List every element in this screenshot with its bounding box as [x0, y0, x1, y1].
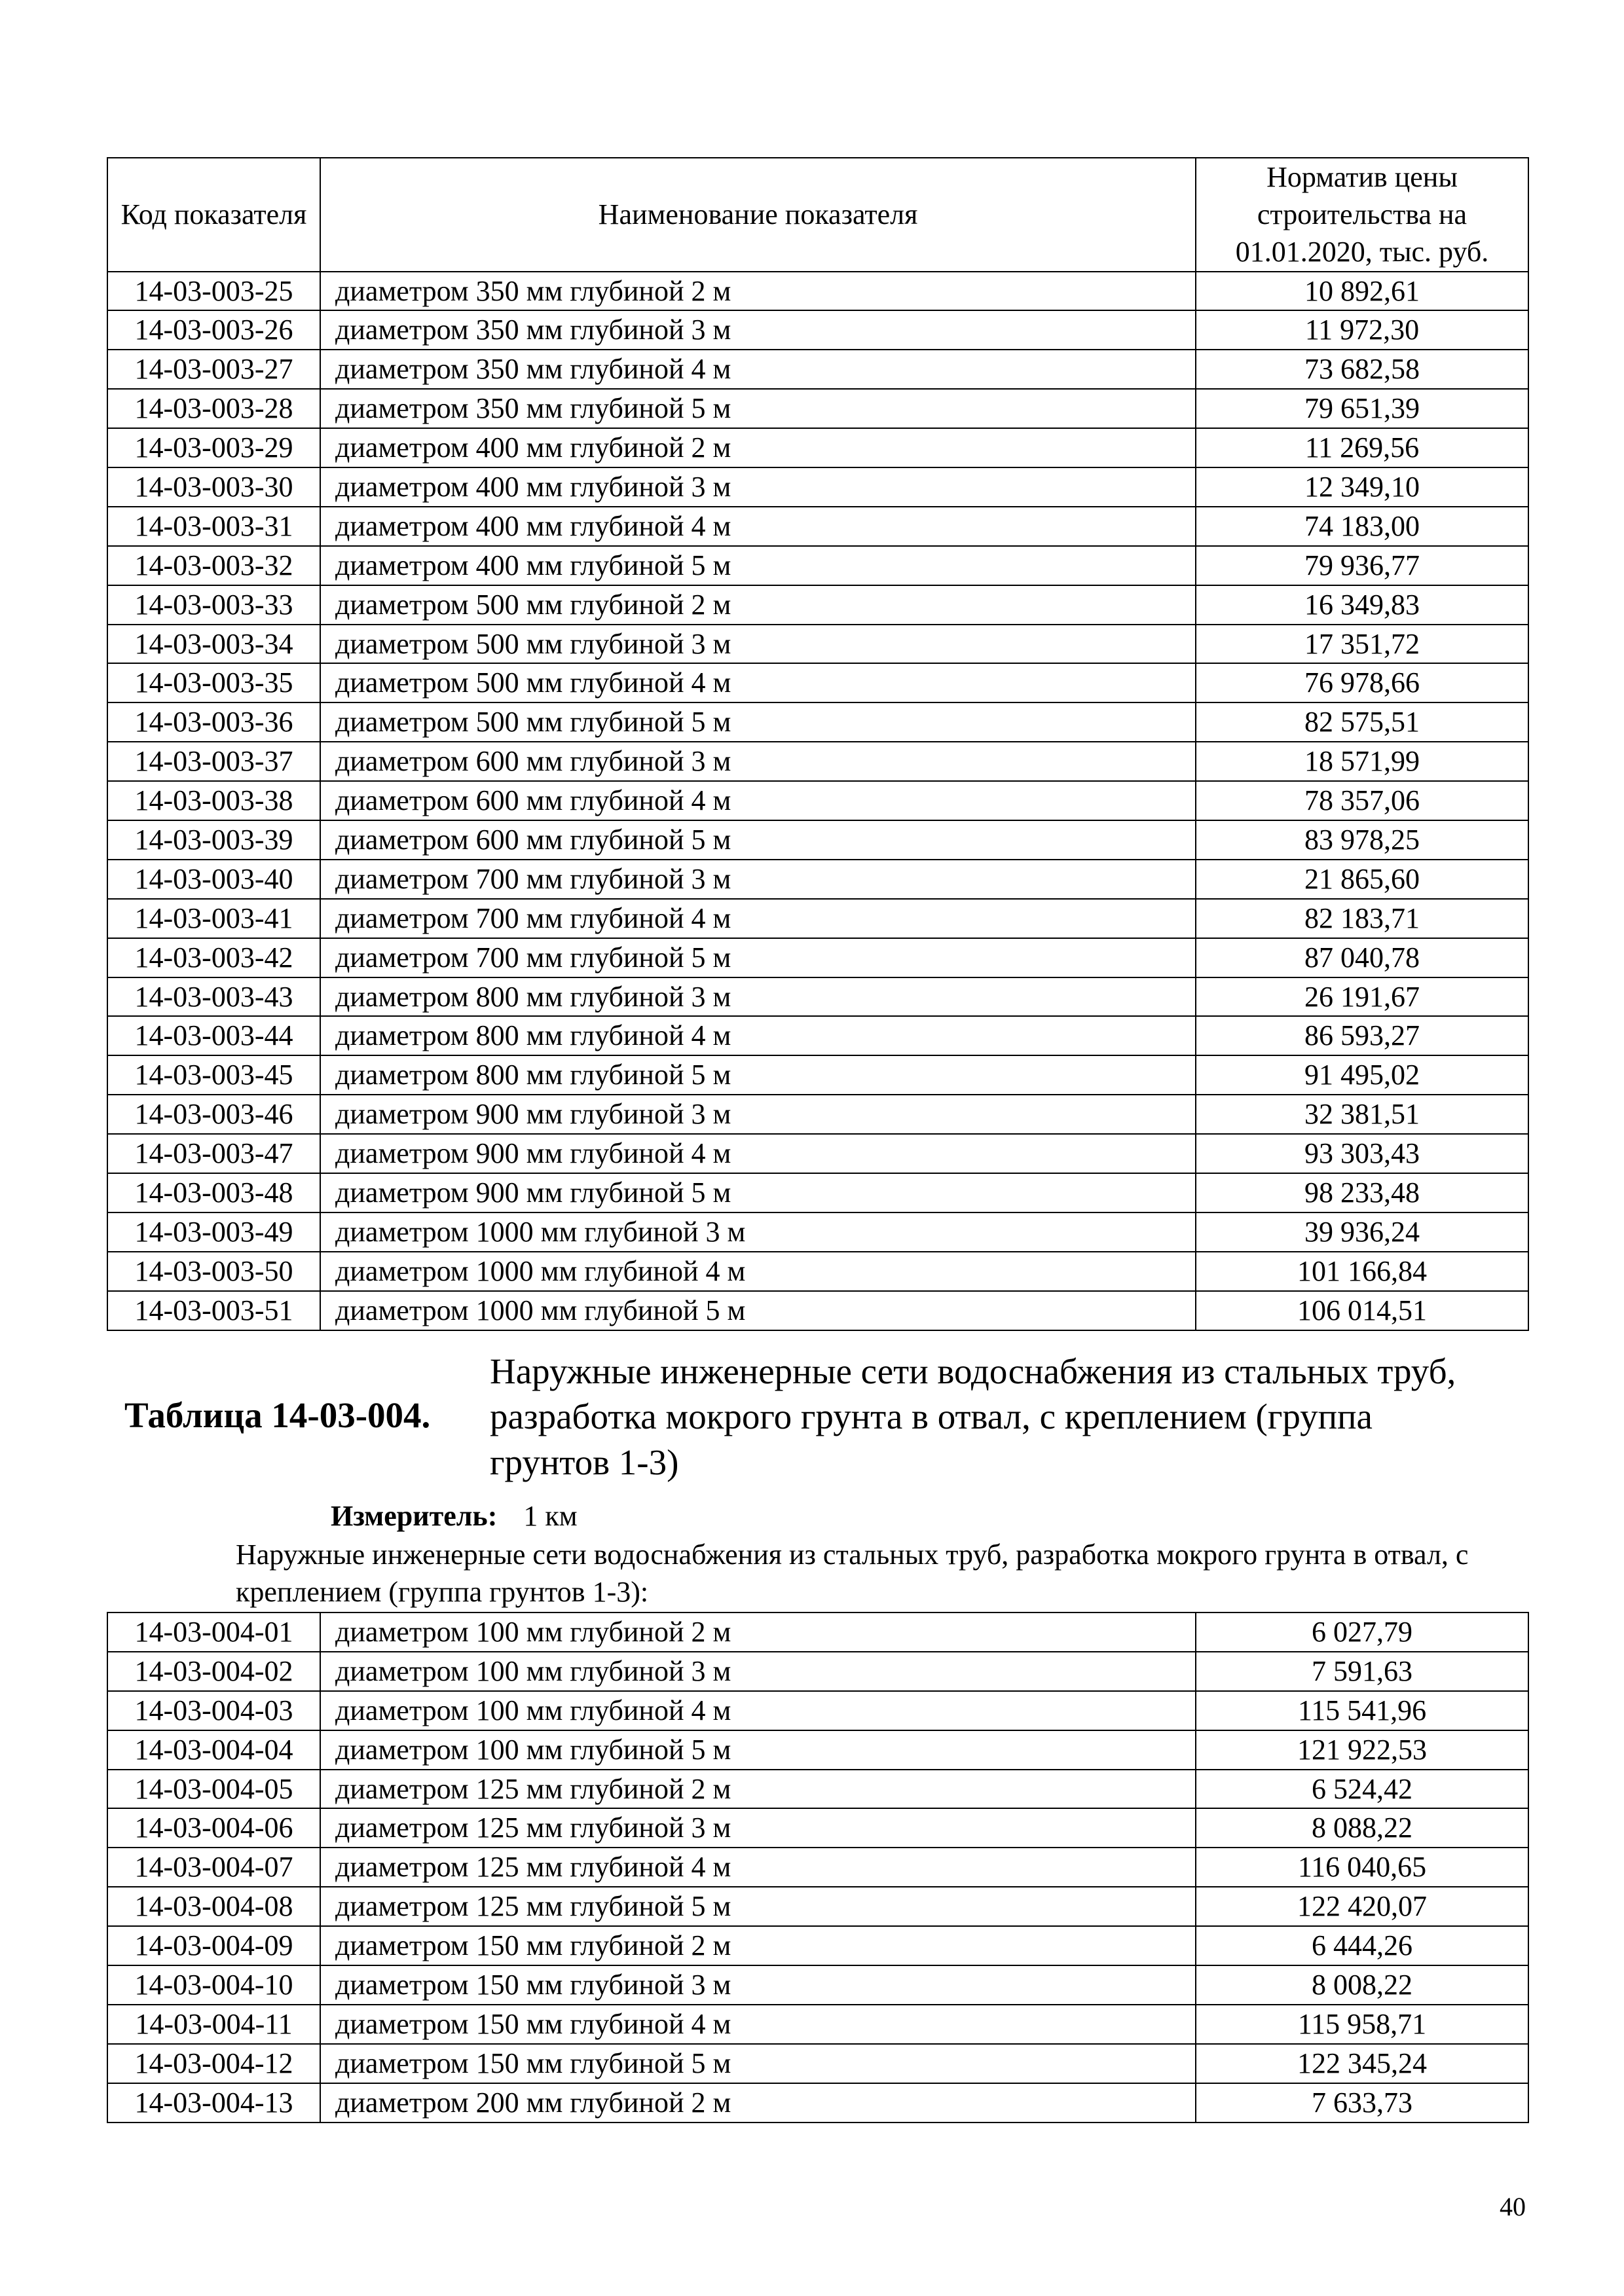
row-name: диаметром 700 мм глубиной 5 м [320, 938, 1196, 977]
table-row [107, 2044, 1528, 2083]
row-code: 14-03-004-07 [107, 1848, 320, 1887]
row-price: 32 381,51 [1196, 1095, 1528, 1134]
row-code: 14-03-004-11 [107, 2005, 320, 2044]
row-name: диаметром 600 мм глубиной 5 м [320, 820, 1196, 860]
row-name: диаметром 500 мм глубиной 4 м [320, 663, 1196, 702]
row-code: 14-03-003-37 [107, 742, 320, 781]
table-row [107, 742, 1528, 781]
row-price: 79 651,39 [1196, 389, 1528, 428]
row-code: 14-03-003-38 [107, 781, 320, 820]
table-row [107, 1134, 1528, 1173]
row-price: 121 922,53 [1196, 1730, 1528, 1770]
row-price: 106 014,51 [1196, 1291, 1528, 1330]
table-row [107, 1291, 1528, 1330]
price-table-14-03-003 [107, 157, 1529, 1331]
table-row [107, 1965, 1528, 2005]
table-row [107, 2005, 1528, 2044]
unit-line [331, 1499, 578, 1533]
row-code: 14-03-004-04 [107, 1730, 320, 1770]
table-row [107, 781, 1528, 820]
row-price: 6 444,26 [1196, 1926, 1528, 1965]
table-row [107, 1055, 1528, 1095]
row-name: диаметром 350 мм глубиной 4 м [320, 350, 1196, 389]
table-row [107, 1095, 1528, 1134]
row-code: 14-03-003-42 [107, 938, 320, 977]
table-row [107, 1848, 1528, 1887]
row-name: диаметром 1000 мм глубиной 3 м [320, 1212, 1196, 1252]
row-price: 98 233,48 [1196, 1173, 1528, 1212]
row-price: 7 591,63 [1196, 1652, 1528, 1691]
row-code: 14-03-003-40 [107, 860, 320, 899]
table-body [107, 1613, 1528, 2123]
row-name: диаметром 350 мм глубиной 5 м [320, 389, 1196, 428]
row-price: 7 633,73 [1196, 2083, 1528, 2123]
row-name: диаметром 100 мм глубиной 3 м [320, 1652, 1196, 1691]
table-header-row [107, 158, 1528, 272]
row-price: 8 008,22 [1196, 1965, 1528, 2005]
table-row [107, 507, 1528, 546]
row-code: 14-03-003-30 [107, 467, 320, 507]
row-name: диаметром 400 мм глубиной 3 м [320, 467, 1196, 507]
page-number: 40 [1500, 2192, 1526, 2221]
row-name: диаметром 400 мм глубиной 2 м [320, 428, 1196, 467]
row-name: диаметром 500 мм глубиной 2 м [320, 585, 1196, 625]
table-row [107, 1926, 1528, 1965]
row-code: 14-03-003-44 [107, 1016, 320, 1055]
row-price: 122 345,24 [1196, 2044, 1528, 2083]
row-price: 8 088,22 [1196, 1808, 1528, 1848]
row-name: диаметром 1000 мм глубиной 5 м [320, 1291, 1196, 1330]
row-code: 14-03-004-03 [107, 1691, 320, 1730]
row-name: диаметром 500 мм глубиной 3 м [320, 625, 1196, 664]
row-price: 18 571,99 [1196, 742, 1528, 781]
table-row [107, 310, 1528, 350]
table-body [107, 272, 1528, 1330]
row-name: диаметром 700 мм глубиной 3 м [320, 860, 1196, 899]
row-code: 14-03-003-45 [107, 1055, 320, 1095]
row-code: 14-03-003-33 [107, 585, 320, 625]
table-row [107, 1808, 1528, 1848]
row-code: 14-03-004-06 [107, 1808, 320, 1848]
row-code: 14-03-003-43 [107, 977, 320, 1017]
row-code: 14-03-003-50 [107, 1252, 320, 1291]
row-name: диаметром 900 мм глубиной 4 м [320, 1134, 1196, 1173]
table-row [107, 1252, 1528, 1291]
row-name: диаметром 500 мм глубиной 5 м [320, 702, 1196, 742]
row-price: 76 978,66 [1196, 663, 1528, 702]
table-row [107, 938, 1528, 977]
row-code: 14-03-004-08 [107, 1887, 320, 1926]
row-name: диаметром 800 мм глубиной 5 м [320, 1055, 1196, 1095]
row-code: 14-03-003-27 [107, 350, 320, 389]
row-code: 14-03-003-49 [107, 1212, 320, 1252]
row-code: 14-03-003-31 [107, 507, 320, 546]
row-name: диаметром 1000 мм глубиной 4 м [320, 1252, 1196, 1291]
table-row [107, 546, 1528, 585]
table-row [107, 585, 1528, 625]
row-price: 86 593,27 [1196, 1016, 1528, 1055]
unit-value: 1 км [523, 1500, 578, 1532]
row-code: 14-03-003-41 [107, 899, 320, 938]
table-row [107, 1652, 1528, 1691]
row-name: диаметром 100 мм глубиной 5 м [320, 1730, 1196, 1770]
row-code: 14-03-003-47 [107, 1134, 320, 1173]
row-code: 14-03-004-02 [107, 1652, 320, 1691]
row-price: 11 972,30 [1196, 310, 1528, 350]
row-name: диаметром 125 мм глубиной 5 м [320, 1887, 1196, 1926]
row-name: диаметром 150 мм глубиной 3 м [320, 1965, 1196, 2005]
row-price: 73 682,58 [1196, 350, 1528, 389]
table-row [107, 350, 1528, 389]
table-row [107, 860, 1528, 899]
row-price: 39 936,24 [1196, 1212, 1528, 1252]
table-row [107, 428, 1528, 467]
row-price: 78 357,06 [1196, 781, 1528, 820]
row-name: диаметром 900 мм глубиной 3 м [320, 1095, 1196, 1134]
row-price: 93 303,43 [1196, 1134, 1528, 1173]
row-price: 12 349,10 [1196, 467, 1528, 507]
row-name: диаметром 350 мм глубиной 3 м [320, 310, 1196, 350]
row-code: 14-03-003-51 [107, 1291, 320, 1330]
header-code: Код показателя [107, 158, 320, 272]
row-name: диаметром 700 мм глубиной 4 м [320, 899, 1196, 938]
row-price: 122 420,07 [1196, 1887, 1528, 1926]
row-name: диаметром 150 мм глубиной 2 м [320, 1926, 1196, 1965]
row-name: диаметром 125 мм глубиной 2 м [320, 1770, 1196, 1809]
row-code: 14-03-004-10 [107, 1965, 320, 2005]
row-code: 14-03-003-39 [107, 820, 320, 860]
table-row [107, 272, 1528, 311]
table-heading [124, 1349, 1532, 1480]
table-row [107, 389, 1528, 428]
row-price: 101 166,84 [1196, 1252, 1528, 1291]
table-row [107, 1613, 1528, 1652]
row-price: 26 191,67 [1196, 977, 1528, 1017]
row-name: диаметром 200 мм глубиной 2 м [320, 2083, 1196, 2123]
row-price: 83 978,25 [1196, 820, 1528, 860]
table-row [107, 1730, 1528, 1770]
row-name: диаметром 400 мм глубиной 4 м [320, 507, 1196, 546]
row-name: диаметром 150 мм глубиной 5 м [320, 2044, 1196, 2083]
row-price: 91 495,02 [1196, 1055, 1528, 1095]
row-price: 16 349,83 [1196, 585, 1528, 625]
row-price: 21 865,60 [1196, 860, 1528, 899]
table-row [107, 2083, 1528, 2123]
row-name: диаметром 800 мм глубиной 4 м [320, 1016, 1196, 1055]
row-name: диаметром 100 мм глубиной 2 м [320, 1613, 1196, 1652]
table-row [107, 702, 1528, 742]
row-price: 10 892,61 [1196, 272, 1528, 311]
row-code: 14-03-003-25 [107, 272, 320, 311]
table-row [107, 1691, 1528, 1730]
row-name: диаметром 350 мм глубиной 2 м [320, 272, 1196, 311]
row-code: 14-03-004-01 [107, 1613, 320, 1652]
row-code: 14-03-004-12 [107, 2044, 320, 2083]
row-name: диаметром 900 мм глубиной 5 м [320, 1173, 1196, 1212]
price-table-14-03-004 [107, 1612, 1529, 2123]
row-name: диаметром 600 мм глубиной 3 м [320, 742, 1196, 781]
row-price: 11 269,56 [1196, 428, 1528, 467]
row-price: 115 541,96 [1196, 1691, 1528, 1730]
row-code: 14-03-003-26 [107, 310, 320, 350]
row-price: 74 183,00 [1196, 507, 1528, 546]
row-name: диаметром 800 мм глубиной 3 м [320, 977, 1196, 1017]
header-name: Наименование показателя [320, 158, 1196, 272]
row-code: 14-03-003-36 [107, 702, 320, 742]
row-price: 6 027,79 [1196, 1613, 1528, 1652]
table-row [107, 977, 1528, 1017]
row-code: 14-03-003-35 [107, 663, 320, 702]
row-price: 82 183,71 [1196, 899, 1528, 938]
table-row [107, 1016, 1528, 1055]
table-row [107, 820, 1528, 860]
table-subtitle: Наружные инженерные сети водоснабжения из стальных труб, разработка мокрого грунта в отвал, с креплением (группа грунтов 1-3): [236, 1539, 1469, 1609]
row-code: 14-03-003-29 [107, 428, 320, 467]
unit-label: Измеритель: [331, 1500, 498, 1532]
header-price: Норматив цены строительства на 01.01.2020, тыс. руб. [1196, 158, 1528, 272]
table-row [107, 467, 1528, 507]
row-price: 116 040,65 [1196, 1848, 1528, 1887]
table-row [107, 1770, 1528, 1809]
table-row [107, 663, 1528, 702]
table-row [107, 899, 1528, 938]
row-code: 14-03-004-09 [107, 1926, 320, 1965]
row-name: диаметром 125 мм глубиной 4 м [320, 1848, 1196, 1887]
table-row [107, 1173, 1528, 1212]
row-name: диаметром 150 мм глубиной 4 м [320, 2005, 1196, 2044]
row-price: 82 575,51 [1196, 702, 1528, 742]
row-name: диаметром 100 мм глубиной 4 м [320, 1691, 1196, 1730]
table-row [107, 625, 1528, 664]
row-price: 17 351,72 [1196, 625, 1528, 664]
row-code: 14-03-003-28 [107, 389, 320, 428]
row-code: 14-03-004-13 [107, 2083, 320, 2123]
row-code: 14-03-003-34 [107, 625, 320, 664]
row-name: диаметром 125 мм глубиной 3 м [320, 1808, 1196, 1848]
table-title: Наружные инженерные сети водоснабжения из стальных труб, разработка мокрого грунта в отвал, с креплением (группа грунтов 1-3) [490, 1351, 1456, 1482]
table-row [107, 1887, 1528, 1926]
row-name: диаметром 600 мм глубиной 4 м [320, 781, 1196, 820]
row-price: 115 958,71 [1196, 2005, 1528, 2044]
row-code: 14-03-003-48 [107, 1173, 320, 1212]
row-code: 14-03-004-05 [107, 1770, 320, 1809]
row-price: 87 040,78 [1196, 938, 1528, 977]
row-price: 6 524,42 [1196, 1770, 1528, 1809]
table-row [107, 1212, 1528, 1252]
row-name: диаметром 400 мм глубиной 5 м [320, 546, 1196, 585]
row-price: 79 936,77 [1196, 546, 1528, 585]
table-number: Таблица 14-03-004. [124, 1395, 431, 1435]
row-code: 14-03-003-32 [107, 546, 320, 585]
row-code: 14-03-003-46 [107, 1095, 320, 1134]
